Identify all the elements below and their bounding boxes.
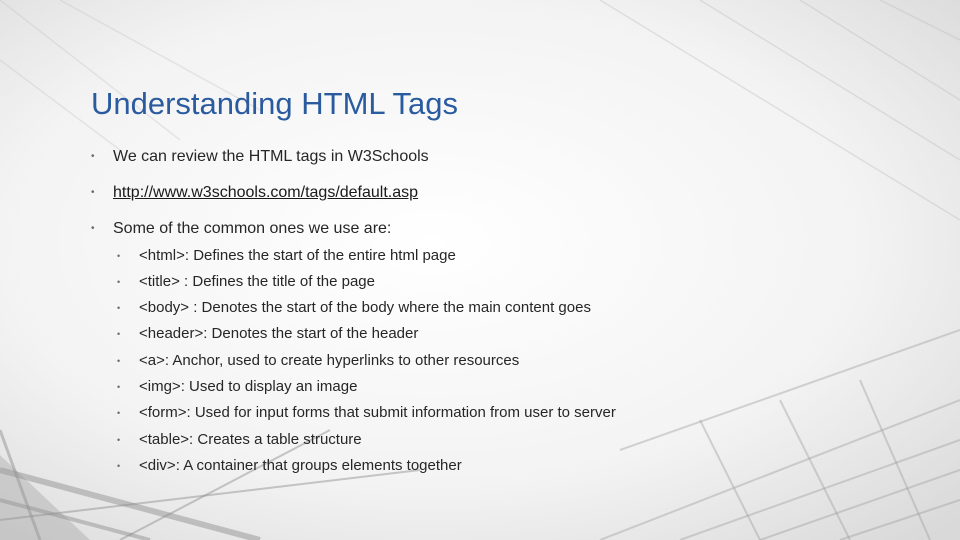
sub-bullet-text: <table>: Creates a table structure — [139, 431, 362, 448]
sub-bullet-text: <title> : Defines the title of the page — [139, 273, 375, 290]
sub-bullet-text: <body> : Denotes the start of the body where the main content goes — [139, 299, 591, 316]
bullet-dot-icon: • — [117, 382, 121, 392]
bullet-dot-icon: • — [91, 151, 95, 162]
bullet-dot-icon: • — [117, 303, 121, 313]
bullet-dot-icon: • — [117, 277, 121, 287]
sub-bullet-text: <html>: Defines the start of the entire html page — [139, 247, 456, 264]
bullet-dot-icon: • — [91, 187, 95, 198]
bullet-text: We can review the HTML tags in W3Schools — [113, 148, 429, 165]
bullet-text: Some of the common ones we use are: — [113, 220, 392, 237]
sub-bullet-text: <img>: Used to display an image — [139, 378, 358, 395]
sub-bullet-text: <header>: Denotes the start of the header — [139, 325, 419, 342]
sub-bullet-text: <a>: Anchor, used to create hyperlinks to other resources — [139, 352, 520, 369]
bullet-dot-icon: • — [91, 223, 95, 234]
bullet-dot-icon: • — [117, 251, 121, 261]
bullet-dot-icon: • — [117, 435, 121, 445]
bullet-dot-icon: • — [117, 461, 121, 471]
sub-bullet-text: <div>: A container that groups elements together — [139, 457, 462, 474]
bullet-dot-icon: • — [117, 329, 121, 339]
sub-bullet-text: <form>: Used for input forms that submit information from user to server — [139, 404, 616, 421]
w3schools-tags-link[interactable]: http://www.w3schools.com/tags/default.asp — [113, 184, 419, 201]
bullet-dot-icon: • — [117, 356, 121, 366]
slide-title: Understanding HTML Tags — [91, 86, 459, 121]
bullet-dot-icon: • — [117, 408, 121, 418]
